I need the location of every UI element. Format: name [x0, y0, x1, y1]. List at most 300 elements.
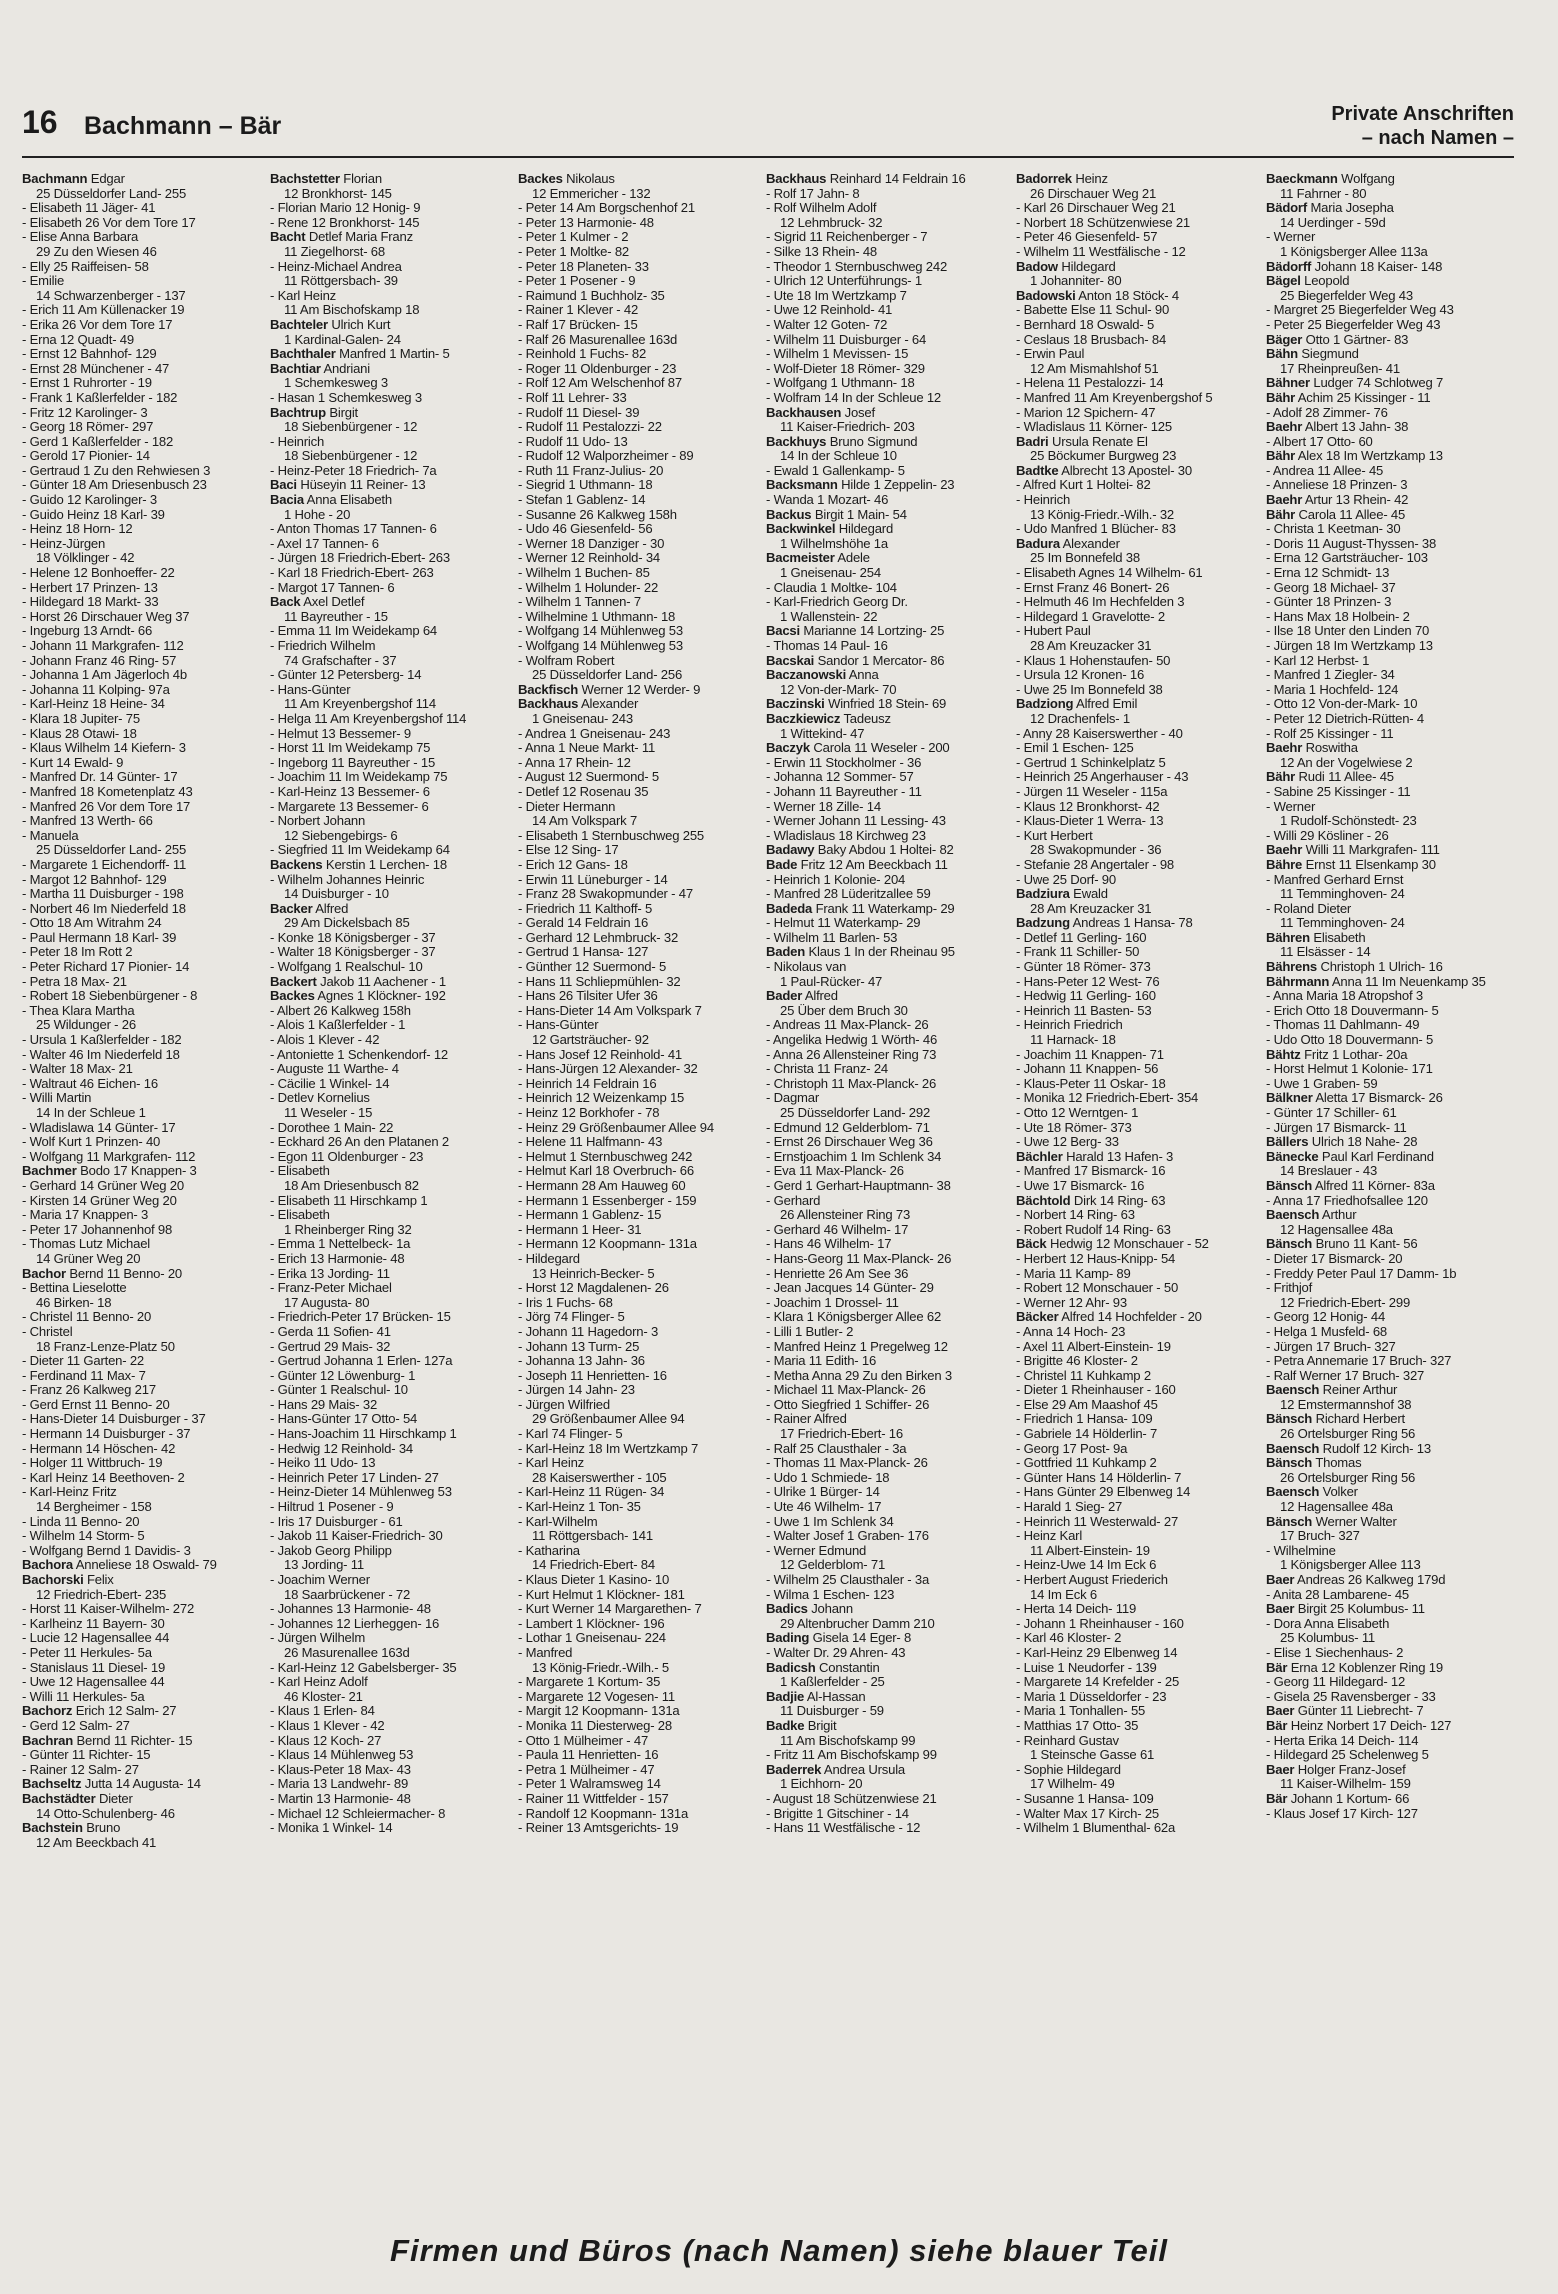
entry-details: 28 Kaiserswerther - 105: [532, 1470, 667, 1485]
entry-details: Wilhelm 11 Duisburger - 64: [773, 332, 927, 347]
directory-entry: [518, 318, 764, 333]
entry-surname: Badura: [1016, 536, 1060, 551]
directory-entry: [1266, 406, 1512, 421]
directory-entry: [1266, 303, 1512, 318]
repeat-dash: -: [518, 1237, 523, 1252]
directory-entry: [518, 508, 764, 523]
entry-details: Karl-Friedrich Georg Dr.: [773, 595, 908, 610]
entry-details: 28 Am Kreuzacker 31: [1030, 901, 1152, 916]
directory-entry: [766, 551, 1012, 566]
entry-details: Karl Heinz Adolf: [277, 1675, 368, 1690]
entry-details: Karl Heinz: [277, 288, 337, 303]
repeat-dash: -: [270, 843, 275, 858]
directory-entry: [22, 508, 268, 523]
directory-entry: [518, 1588, 764, 1603]
repeat-dash: -: [22, 711, 27, 726]
directory-entry: [270, 537, 516, 552]
entry-details: Alfred Kurt 1 Holtei- 82: [1022, 478, 1151, 493]
entry-details: Margarete 1 Eichendorff- 11: [29, 857, 187, 872]
directory-entry: [518, 1179, 764, 1194]
entry-details: Wolfgang 14 Mühlenweg 53: [525, 639, 683, 653]
repeat-dash: -: [270, 1427, 275, 1442]
repeat-dash: -: [270, 522, 275, 537]
entry-details: Hubert Paul: [1023, 624, 1091, 639]
repeat-dash: -: [766, 201, 771, 216]
entry-details: Udo 1 Schmiede- 18: [773, 1470, 890, 1485]
entry-details: Anna 1 Neue Markt- 11: [524, 741, 656, 756]
repeat-dash: -: [1016, 522, 1021, 537]
directory-entry: [766, 1194, 1012, 1209]
entry-details: Peter 18 Im Rott 2: [29, 945, 133, 960]
entry-details: 11 Albert-Einstein- 19: [1030, 1543, 1150, 1558]
entry-surname: Bacht: [270, 230, 306, 245]
directory-entry: [518, 1208, 764, 1223]
repeat-dash: -: [1266, 668, 1271, 683]
directory-entry: [518, 566, 764, 581]
directory-entry: [1266, 318, 1512, 333]
repeat-dash: -: [1016, 653, 1021, 668]
entry-details: Detlev Kornelius: [277, 1091, 370, 1106]
repeat-dash: -: [270, 814, 275, 829]
directory-entry: [270, 1558, 516, 1573]
entry-details: Paula 11 Henrietten- 16: [525, 1748, 659, 1763]
repeat-dash: -: [270, 1076, 275, 1091]
entry-details: Lucie 12 Hagensallee 44: [29, 1631, 170, 1646]
directory-entry: [1266, 551, 1512, 566]
entry-details: Dieter Hermann: [525, 799, 616, 814]
entry-details: Klaus 1 In der Rheinau 95: [808, 945, 955, 960]
entry-details: Marion 12 Spichern- 47: [1023, 405, 1156, 420]
entry-details: Guido 12 Karolinger- 3: [29, 493, 157, 508]
repeat-dash: -: [518, 1295, 523, 1310]
repeat-dash: -: [1266, 1120, 1271, 1135]
repeat-dash: -: [22, 434, 27, 449]
repeat-dash: -: [518, 230, 523, 245]
entry-details: Katharina: [525, 1543, 580, 1558]
directory-entry: [1266, 1500, 1512, 1515]
entry-details: Petra 18 Max- 21: [29, 974, 127, 989]
repeat-dash: -: [766, 1514, 771, 1529]
directory-entry: [1266, 1675, 1512, 1690]
repeat-dash: -: [270, 1573, 275, 1587]
repeat-dash: -: [270, 770, 275, 785]
repeat-dash: -: [22, 857, 27, 872]
directory-entry: [1266, 1456, 1512, 1471]
entry-details: Ralf 26 Masurenallee 163d: [525, 332, 678, 347]
entry-details: 12 Am Mismahlshof 51: [1030, 361, 1159, 376]
entry-surname: Badke: [766, 1718, 805, 1733]
entry-surname: Backhausen: [766, 405, 842, 420]
directory-entry: [22, 289, 268, 304]
entry-details: Klaus-Peter 18 Max- 43: [277, 1762, 411, 1777]
directory-entry: [1016, 785, 1262, 800]
entry-surname: Badorrek: [1016, 172, 1072, 186]
entry-surname: Bähr: [1266, 770, 1296, 785]
repeat-dash: -: [270, 1383, 275, 1398]
directory-entry: [766, 478, 1012, 493]
repeat-dash: -: [22, 1178, 27, 1193]
entry-details: 17 Rheinpreußen- 41: [1280, 361, 1400, 376]
entry-details: 25 Biegerfelder Weg 43: [1280, 288, 1413, 303]
directory-entry: [22, 1150, 268, 1165]
repeat-dash: -: [270, 580, 275, 595]
entry-surname: Bachtrup: [270, 405, 326, 420]
repeat-dash: -: [270, 1047, 275, 1062]
entry-details: Margot 12 Bahnhof- 129: [29, 872, 167, 887]
entry-details: Detlef Maria Franz: [308, 230, 413, 245]
directory-entry: [1266, 1179, 1512, 1194]
repeat-dash: -: [270, 1208, 275, 1223]
entry-surname: Backhaus: [518, 697, 579, 712]
directory-entry: [518, 727, 764, 742]
repeat-dash: -: [270, 1193, 275, 1208]
repeat-dash: -: [1016, 1762, 1021, 1777]
entry-details: Bettina Lieselotte: [29, 1281, 127, 1296]
directory-entry: [1016, 1544, 1262, 1559]
directory-entry: [270, 975, 516, 990]
directory-entry: [270, 449, 516, 464]
directory-entry: [1016, 216, 1262, 231]
directory-entry: [1266, 391, 1512, 406]
entry-details: Margarete 14 Krefelder - 25: [1023, 1675, 1180, 1690]
entry-details: Ralf 25 Clausthaler - 3a: [773, 1441, 907, 1456]
repeat-dash: -: [1016, 1106, 1021, 1120]
entry-details: Margarete 13 Bessemer- 6: [277, 799, 429, 814]
entry-details: 14 Friedrich-Ebert- 84: [532, 1558, 655, 1573]
directory-entry: [1016, 1223, 1262, 1238]
entry-details: Rudi 11 Allee- 45: [1298, 770, 1394, 785]
repeat-dash: -: [1266, 1733, 1271, 1748]
entry-details: 12 Drachenfels- 1: [1030, 711, 1130, 726]
repeat-dash: -: [1016, 1339, 1021, 1354]
entry-details: Udo Otto 18 Douvermann- 5: [1273, 1033, 1434, 1048]
entry-details: Hans-Jürgen 12 Alexander- 32: [525, 1062, 698, 1077]
entry-details: Monika 11 Diesterweg- 28: [525, 1718, 672, 1733]
entry-details: 11 Weseler - 15: [284, 1106, 373, 1120]
directory-entry: [1266, 201, 1512, 216]
repeat-dash: -: [270, 1441, 275, 1456]
directory-entry: [1266, 785, 1512, 800]
entry-details: Johann Franz 46 Ring- 57: [29, 653, 177, 668]
directory-entry: [1016, 551, 1262, 566]
repeat-dash: -: [270, 930, 275, 945]
entry-details: Henriette 26 Am See 36: [773, 1266, 909, 1281]
directory-entry: [766, 741, 1012, 756]
repeat-dash: -: [1266, 1062, 1271, 1077]
directory-entry: [1266, 931, 1512, 946]
entry-surname: Bachorz: [22, 1704, 73, 1719]
directory-entry: [1266, 770, 1512, 785]
repeat-dash: -: [1016, 201, 1021, 216]
entry-details: Florian Mario 12 Honig- 9: [277, 201, 421, 216]
directory-entry: [1016, 1558, 1262, 1573]
entry-details: Werner Edmund: [773, 1543, 867, 1558]
directory-entry: [1266, 1777, 1512, 1792]
repeat-dash: -: [766, 1120, 771, 1135]
repeat-dash: -: [1016, 390, 1021, 405]
entry-details: Elisabeth: [277, 1164, 330, 1179]
repeat-dash: -: [766, 1091, 771, 1106]
directory-entry: [270, 668, 516, 683]
directory-entry: [1266, 1369, 1512, 1384]
directory-entry: [766, 435, 1012, 450]
repeat-dash: -: [1266, 1310, 1271, 1325]
entry-details: Christel 11 Kuhkamp 2: [1023, 1368, 1151, 1383]
entry-details: Manfred 11 Am Kreyenbergshof 5: [1023, 390, 1213, 405]
directory-entry: [22, 187, 268, 202]
entry-surname: Bachmann: [22, 172, 88, 186]
section-title-line2: – nach Namen –: [1361, 127, 1514, 149]
directory-entry: [22, 668, 268, 683]
directory-entry: [518, 610, 764, 625]
repeat-dash: -: [270, 288, 275, 303]
entry-details: Hedwig 11 Gerling- 160: [1023, 989, 1156, 1004]
repeat-dash: -: [22, 1047, 27, 1062]
entry-surname: Baer: [1266, 1573, 1295, 1587]
directory-entry: [270, 1310, 516, 1325]
directory-entry: [766, 172, 1012, 187]
entry-details: Paul Karl Ferdinand: [1321, 1149, 1434, 1164]
entry-details: Klaus 12 Koch- 27: [277, 1733, 382, 1748]
entry-details: Günter 1 Realschul- 10: [277, 1383, 408, 1398]
directory-entry: [518, 1544, 764, 1559]
entry-surname: Bachstein: [22, 1821, 83, 1836]
directory-entry: [766, 1719, 1012, 1734]
repeat-dash: -: [1266, 1368, 1271, 1383]
directory-entry: [270, 522, 516, 537]
repeat-dash: -: [1016, 1573, 1021, 1587]
repeat-dash: -: [22, 230, 27, 245]
entry-surname: Baer: [1266, 1602, 1295, 1617]
repeat-dash: -: [270, 434, 275, 449]
repeat-dash: -: [766, 872, 771, 887]
entry-details: 1 Wallenstein- 22: [780, 609, 878, 624]
directory-entry: [1016, 1807, 1262, 1822]
entry-surname: Bäcker: [1016, 1310, 1059, 1325]
directory-entry: [1266, 800, 1512, 815]
directory-entry: [766, 1164, 1012, 1179]
entry-details: Heinz 12 Borkhofer - 78: [525, 1106, 660, 1120]
entry-details: Günter 11 Liebrecht- 7: [1297, 1704, 1424, 1719]
repeat-dash: -: [270, 1120, 275, 1135]
entry-details: Peter 46 Giesenfeld- 57: [1023, 230, 1158, 245]
entry-details: Gisela 14 Eger- 8: [812, 1631, 912, 1646]
directory-entry: [22, 654, 268, 669]
directory-entry: [22, 478, 268, 493]
directory-entry: [1016, 887, 1262, 902]
entry-details: Peter 1 Kulmer - 2: [525, 230, 629, 245]
entry-details: Johann 1 Rheinhauser - 160: [1023, 1616, 1184, 1631]
entry-surname: Bähtz: [1266, 1047, 1301, 1062]
directory-entry: [1016, 1529, 1262, 1544]
directory-entry: [1016, 1471, 1262, 1486]
entry-surname: Backsmann: [766, 478, 838, 493]
directory-entry: [766, 1135, 1012, 1150]
repeat-dash: -: [518, 390, 523, 405]
directory-entry: [766, 1048, 1012, 1063]
entry-details: Andrea 1 Gneisenau- 243: [524, 726, 671, 741]
repeat-dash: -: [1016, 332, 1021, 347]
entry-details: Gerhard 46 Wilhelm- 17: [773, 1222, 909, 1237]
directory-entry: [22, 741, 268, 756]
repeat-dash: -: [766, 1806, 771, 1821]
repeat-dash: -: [1266, 1251, 1271, 1266]
entry-details: Herbert August Friederich: [1023, 1573, 1168, 1587]
repeat-dash: -: [22, 814, 27, 829]
directory-entry: [1266, 1529, 1512, 1544]
entry-details: Alfred 14 Hochfelder - 20: [1061, 1310, 1202, 1325]
directory-entry: [1266, 1412, 1512, 1427]
entry-details: Maria 13 Landwehr- 89: [277, 1777, 409, 1792]
directory-entry: [766, 464, 1012, 479]
directory-entry: [22, 537, 268, 552]
directory-entry: [766, 289, 1012, 304]
directory-entry: [22, 1048, 268, 1063]
directory-entry: [766, 362, 1012, 377]
directory-entry: [1266, 1646, 1512, 1661]
repeat-dash: -: [1266, 317, 1271, 332]
entry-details: Jürgen 11 Weseler - 115a: [1023, 784, 1168, 799]
directory-entry: [518, 1558, 764, 1573]
entry-details: 17 Wilhelm- 49: [1030, 1777, 1115, 1792]
directory-entry: [22, 464, 268, 479]
repeat-dash: -: [518, 434, 523, 449]
repeat-dash: -: [766, 960, 771, 975]
entry-details: Manfred 17 Bismarck- 16: [1023, 1164, 1166, 1179]
repeat-dash: -: [518, 1281, 523, 1296]
directory-entry: [1266, 1048, 1512, 1063]
entry-details: 12 Bronkhorst- 145: [284, 186, 392, 201]
repeat-dash: -: [22, 1397, 27, 1412]
entry-details: Manfred: [525, 1645, 573, 1660]
directory-entry: [1016, 1121, 1262, 1136]
repeat-dash: -: [766, 1354, 771, 1369]
directory-entry: [766, 1602, 1012, 1617]
entry-surname: Bacia: [270, 493, 304, 508]
directory-entry: [766, 770, 1012, 785]
repeat-dash: -: [270, 799, 275, 814]
repeat-dash: -: [22, 274, 27, 289]
entry-details: Sandor 1 Mercator- 86: [817, 653, 945, 668]
entry-details: Dieter 17 Bismarck- 20: [1273, 1251, 1403, 1266]
entry-details: Silke 13 Rhein- 48: [773, 244, 878, 259]
entry-details: Willi 11 Markgrafen- 111: [1305, 843, 1440, 858]
entry-details: Heinrich 1 Kolonie- 204: [773, 872, 906, 887]
entry-details: Hermann 28 Am Hauweg 60: [525, 1178, 686, 1193]
entry-details: 13 König-Friedr.-Wilh.- 5: [532, 1660, 669, 1675]
directory-entry: [1266, 1194, 1512, 1209]
repeat-dash: -: [766, 1821, 771, 1836]
repeat-dash: -: [270, 551, 275, 566]
entry-details: Gertrud 1 Schinkelplatz 5: [1023, 755, 1166, 770]
entry-details: Emilie: [29, 274, 65, 289]
directory-entry: [1016, 624, 1262, 639]
entry-details: Maria 1 Tonhallen- 55: [1023, 1704, 1146, 1719]
repeat-dash: -: [766, 1529, 771, 1544]
directory-entry: [1016, 1194, 1262, 1209]
entry-details: 12 Friedrich-Ebert- 299: [1280, 1295, 1411, 1310]
entry-surname: Back: [270, 595, 301, 610]
directory-entry: [518, 902, 764, 917]
repeat-dash: -: [766, 639, 771, 653]
entry-details: Joseph 11 Henrietten- 16: [525, 1368, 667, 1383]
repeat-dash: -: [270, 1806, 275, 1821]
entry-details: Georg 11 Hildegard- 12: [1273, 1675, 1406, 1690]
repeat-dash: -: [22, 1543, 27, 1558]
directory-entry: [1266, 1004, 1512, 1019]
repeat-dash: -: [518, 1222, 523, 1237]
entry-details: Ernst 11 Elsenkamp 30: [1305, 857, 1436, 872]
repeat-dash: -: [270, 639, 275, 653]
entry-details: Erwin 11 Stockholmer - 36: [773, 755, 922, 770]
directory-entry: [518, 260, 764, 275]
directory-entry: [1266, 668, 1512, 683]
repeat-dash: -: [22, 463, 27, 478]
repeat-dash: -: [22, 653, 27, 668]
repeat-dash: -: [766, 259, 771, 274]
directory-entry: [518, 1748, 764, 1763]
entry-surname: Bade: [766, 857, 798, 872]
entry-details: 25 Im Bonnefeld 38: [1030, 551, 1140, 566]
repeat-dash: -: [270, 1456, 275, 1471]
entry-details: Wolf-Dieter 18 Römer- 329: [773, 361, 925, 376]
entry-details: Erich 12 Salm- 27: [75, 1704, 177, 1719]
directory-entry: [1016, 1398, 1262, 1413]
directory-entry: [1266, 581, 1512, 596]
repeat-dash: -: [1016, 230, 1021, 245]
entry-details: Frank 11 Waterkamp- 29: [815, 901, 955, 916]
entry-details: 1 Hohe - 20: [284, 507, 351, 522]
entry-details: Hildegard: [838, 522, 894, 537]
repeat-dash: -: [518, 595, 523, 610]
entry-details: Uwe 1 Graben- 59: [1273, 1076, 1378, 1091]
entry-details: 14 Breslauer - 43: [1280, 1164, 1378, 1179]
directory-entry: [22, 1310, 268, 1325]
directory-entry: [518, 522, 764, 537]
directory-entry: [1016, 260, 1262, 275]
directory-entry: [518, 1471, 764, 1486]
directory-entry: [1016, 800, 1262, 815]
directory-entry: [22, 551, 268, 566]
directory-entry: [518, 770, 764, 785]
entry-details: Paul Hermann 18 Karl- 39: [29, 930, 177, 945]
directory-entry: [270, 1296, 516, 1311]
directory-entry: [1016, 1267, 1262, 1282]
directory-entry: [518, 172, 764, 187]
entry-details: 18 Siebenbürgener - 12: [284, 420, 418, 435]
directory-entry: [1266, 1602, 1512, 1617]
repeat-dash: -: [1016, 741, 1021, 756]
entry-details: Monika 1 Winkel- 14: [277, 1821, 393, 1836]
directory-entry: [518, 887, 764, 902]
directory-entry: [766, 566, 1012, 581]
repeat-dash: -: [518, 1441, 523, 1456]
repeat-dash: -: [518, 1003, 523, 1018]
entry-surname: Badeda: [766, 901, 813, 916]
entry-details: Johanna 12 Sommer- 57: [773, 770, 914, 785]
directory-entry: [270, 420, 516, 435]
directory-entry: [1266, 1617, 1512, 1632]
entry-details: 14 Duisburger - 10: [284, 887, 389, 902]
entry-details: 11 Elsässer - 14: [1280, 945, 1371, 960]
entry-details: Auguste 11 Warthe- 4: [276, 1062, 399, 1077]
entry-details: 25 Über dem Bruch 30: [780, 1003, 908, 1018]
entry-details: Sabine 25 Kissinger - 11: [1273, 784, 1411, 799]
repeat-dash: -: [1266, 1106, 1271, 1120]
directory-entry: [1016, 1442, 1262, 1457]
directory-entry: [270, 172, 516, 187]
entry-details: Emma 1 Nettelbeck- 1a: [277, 1237, 411, 1252]
